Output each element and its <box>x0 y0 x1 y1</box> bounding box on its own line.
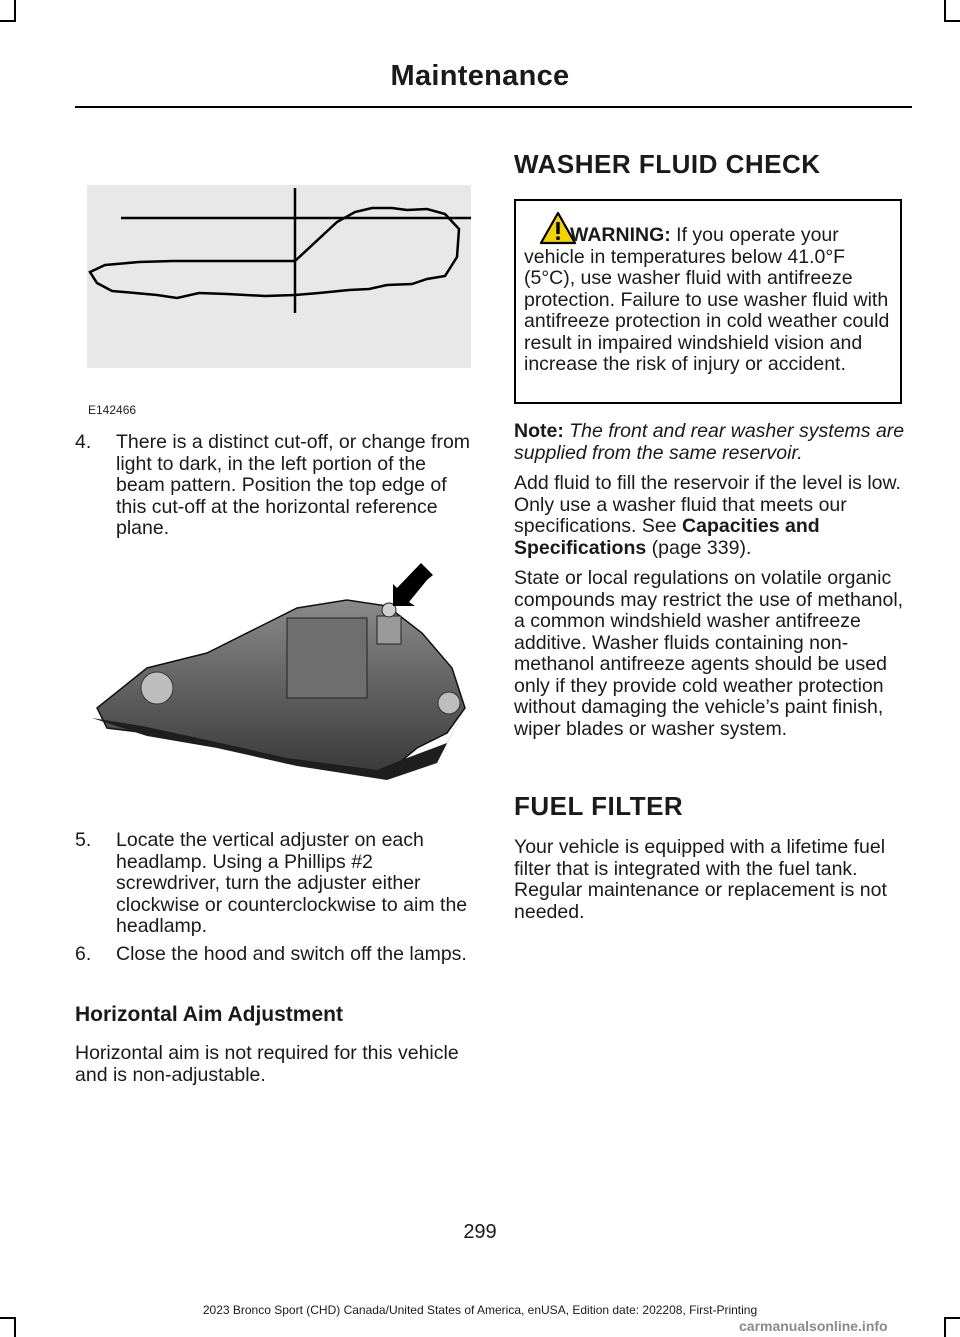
note-label: Note: <box>514 420 564 442</box>
paragraph: Your vehicle is equipped with a lifetime fuel filter that is integrated with the fuel tank. Regular maintenance or replacement is not needed. <box>514 836 887 923</box>
section-heading: Horizontal Aim Adjustment <box>75 1003 343 1026</box>
note-text: The front and rear washer systems are supplied from the same reservoir. <box>514 420 905 464</box>
adjuster-post <box>377 616 401 644</box>
mount-bracket <box>141 672 173 704</box>
step-text: Close the hood and switch off the lamps. <box>116 943 467 965</box>
beam-pattern-figure <box>87 185 471 368</box>
paragraph: State or local regulations on volatile organic compounds may restrict the use of methanol, a common windshield washer antifreeze additive. Washer fluids containing non-methanol antifreeze agents should be used only if they provide cold weather protection without damaging the vehicle’s paint finish, wiper blades or washer system. <box>514 567 904 740</box>
warning-box <box>514 199 902 404</box>
warning-text: If you operate your vehicle in temperatures below 41.0°F (5°C), use washer fluid with antifreeze protection. Failure to use washer fluid with antifreeze protection in cold weather could result in impaired windshield vision and increase the risk of injury or accident. <box>524 224 890 375</box>
step-text: There is a distinct cut-off, or change from light to dark, in the left portion of the beam pattern. Position the top edge of this cut-off at the horizontal reference plane. <box>116 431 471 539</box>
step-number: 4. <box>75 431 92 453</box>
capacities-link[interactable]: Capacities and Specifications <box>514 515 820 559</box>
crop-mark <box>14 0 16 20</box>
list-item <box>75 830 475 938</box>
edition-footer: 2023 Bronco Sport (CHD) Canada/United States of America, enUSA, Edition date: 202208, First-Printing <box>202 1303 758 1317</box>
page-title: Maintenance <box>390 60 570 92</box>
page-number: 299 <box>463 1221 497 1243</box>
headlamp-illustration <box>87 558 471 783</box>
arrow-indicator-icon <box>393 563 433 606</box>
list-item <box>75 432 475 540</box>
figure-code: E142466 <box>88 403 137 417</box>
step-number: 6. <box>75 943 92 965</box>
note-paragraph <box>514 421 906 464</box>
step-text: Locate the vertical adjuster on each headlamp. Using a Phillips #2 screwdriver, turn the adjuster either clockwise or counterclockwise to aim the headlamp. <box>116 829 468 937</box>
crop-mark <box>14 1317 16 1337</box>
list-item <box>75 944 475 966</box>
headlamp-module <box>287 618 367 698</box>
crop-mark <box>944 0 946 20</box>
header-divider <box>75 106 912 108</box>
section-heading: WASHER FLUID CHECK <box>514 149 821 179</box>
warning-text-block <box>524 225 894 376</box>
crop-mark <box>944 1317 960 1319</box>
headlamp-figure <box>87 558 471 783</box>
paragraph <box>514 473 906 559</box>
crop-mark <box>944 1317 946 1337</box>
mount-bracket <box>438 692 460 714</box>
beam-cutoff-outline <box>90 208 459 298</box>
beam-pattern-diagram <box>87 185 471 368</box>
crop-mark <box>0 20 16 22</box>
crop-mark <box>944 20 960 22</box>
step-number: 5. <box>75 829 92 851</box>
warning-label: WARNING: <box>570 224 671 246</box>
crop-mark <box>0 1317 16 1319</box>
add-fluid-text: Add fluid to fill the reservoir if the level is low. Only use a washer fluid that meets our specifications. See <box>514 472 901 537</box>
page-reference: (page 339). <box>651 536 752 559</box>
watermark: carmanualsonline.info <box>739 1318 888 1334</box>
section-heading: FUEL FILTER <box>514 791 684 821</box>
paragraph: Horizontal aim is not required for this vehicle and is non-adjustable. <box>75 1042 459 1086</box>
